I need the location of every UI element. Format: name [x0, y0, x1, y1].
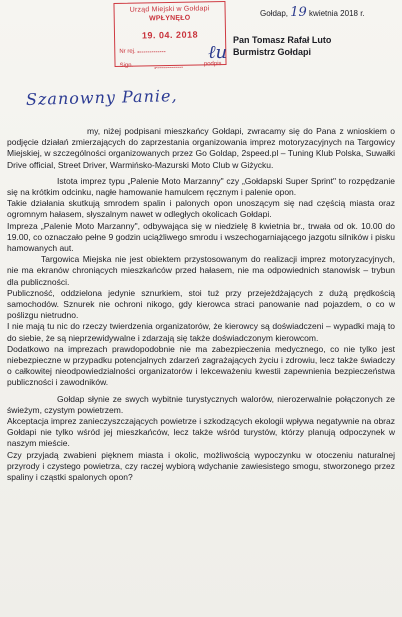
paragraph: Istota imprez typu „Palenie Moto Marzanny" czy „Gołdapski Super Sprint" to rozpędzanie się na krótkim odcinku, nagłe hamowanie hamulcem ręcznym i palenie opon.	[7, 175, 395, 198]
stamp-received: WPŁYNĘŁO	[149, 14, 191, 23]
handwritten-initials: ℓu	[208, 42, 228, 63]
letter-body	[7, 126, 395, 483]
paragraph: Dodatkowo na imprezach prawdopodobnie nie ma zabezpieczenia medycznego, co nie tylko jest niebezpieczne w przypadku potencjalnych zdarzeń zagrażających życiu i zdrowiu, lecz także świadczy o całkowitej nieodpowiedzialności organizatorów i lekceważeniu kwestii zapewnienia bezpieczeństwa publiczności i zawodników.	[7, 343, 395, 388]
paragraph: my, niżej podpisani mieszkańcy Gołdapi, zwracamy się do Pana z wnioskiem o podjęcie działań zmierzających do zaprzestania organizowania imprez motoryzacyjnych na Targowicy Miejskiej, w szczególności organizowanych przez Go Goldap, 2speed.pl – Tuning Klub Polska, Suwałki Drive official, Street Driver, Warmińsko-Mazurski Moto Club w Giżycku.	[7, 126, 395, 170]
stamp-sign-label: Sign.	[119, 62, 134, 69]
paragraph: Gołdap słynie ze swych wybitnie turystycznych walorów, nierozerwalnie połączonych ze świeżym, czystym powietrzem.	[7, 393, 395, 415]
addressee-role: Burmistrz Gołdapi	[233, 47, 312, 57]
stamp-date: 19. 04. 2018	[141, 29, 199, 41]
date-prefix: Gołdap,	[260, 9, 289, 18]
paragraph: I nie mają tu nic do rzeczy twierdzenia organizatorów, że kierowcy są doświadczeni – wypadki mają to do siebie, że są nieprzewidywalne i zdarzają się także doświadczonym kierowcom.	[7, 321, 395, 343]
paragraph: Takie działania skutkują smrodem spalin i palonych opon unoszącym się nad częścią miasta oraz ogromnym hałasem, słyszalnym nawet w odległych okolicach Gołdapi.	[7, 198, 395, 220]
paragraph: Akceptacja imprez zanieczyszczających powietrze i szkodzących ekologii wpływa negatywnie na obraz Gołdapi nie tylko wśród jej mieszkańców, lecz także wśród turystów, którzy planują odpoczynek w naszym mieście.	[7, 416, 395, 449]
addressee-name: Pan Tomasz Rafał Luto	[233, 35, 332, 45]
paragraph: Targowica Miejska nie jest obiektem przystosowanym do realizacji imprez motoryzacyjnych, nie ma ekranów chroniących mieszkańców przed hałasem, nie ma odpowiednich stanowisk – trybun dla publiczności.	[7, 254, 395, 287]
addressee-block	[233, 34, 331, 58]
stamp-row-sign	[119, 60, 221, 71]
paragraph: Publiczność, oddzielona jedynie sznurkiem, stoi tuż przy przejeżdżających z dużą prędkością samochodów. Sznurek nie ochroni nikogo, gdy kierowca straci panowanie nad pojazdem, o co w poślizgu nietrudno.	[7, 287, 395, 321]
stamp-office: Urząd Miejski w Gołdapi	[129, 5, 210, 14]
stamp-nr-label: Nr rej.	[119, 48, 136, 55]
paragraph: Czy przyjadą zwabieni pięknem miasta i okolic, możliwością wypoczynku w otoczeniu naturalnej przyrody i czystego powietrza, czy raczej wybiorą wdychanie zawiesistego smogu, stworzonego przez spaliny i cząstki spalonych opon?	[7, 449, 395, 483]
stamp-row	[119, 44, 221, 57]
greeting: Szanowny Panie,	[25, 86, 178, 109]
paragraph: Impreza „Palenie Moto Marzanny", odbywająca się w niedzielę 8 kwietnia br., trwała od ok. 10.00 do 19.00, co oznaczało pełne 9 godzin uciążliwego smrodu i wszechogarniającego jazgotu silników i pisku hamowanych aut.	[7, 220, 395, 254]
date-line	[260, 5, 365, 20]
date-suffix: kwietnia 2018 r.	[309, 9, 365, 18]
date-day: 19	[290, 5, 307, 20]
stamp-podpis-label: podpis	[203, 61, 222, 68]
